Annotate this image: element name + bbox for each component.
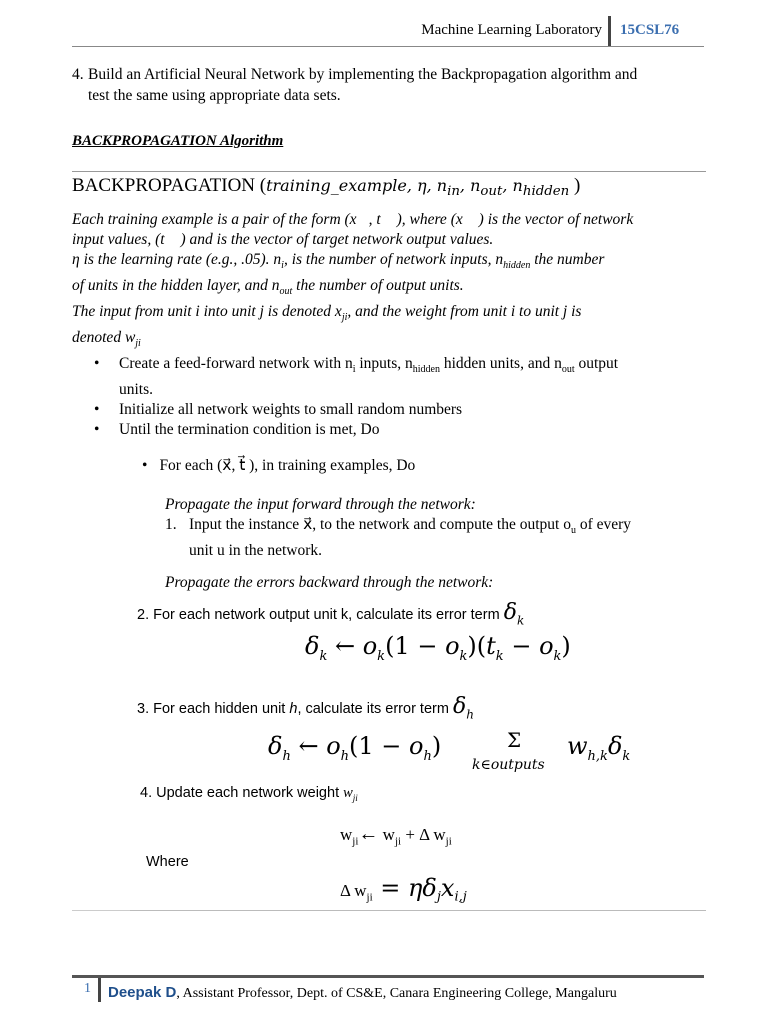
description-line: of units in the hidden layer, and $n_{out}$ the number of output units. <box>72 277 464 298</box>
step-4: 4. Update each network weight $w_{ji}$ <box>140 785 358 803</box>
author-name: Deepak D <box>108 984 177 1001</box>
algorithm-params: training_example, η, $n_{in}$, $n_{out}$, $n_{hidden}$ <box>266 176 570 200</box>
formula-delta-w: Δ $w_{ji} = \eta\delta_jx_{i,j}$ <box>340 874 467 905</box>
delta-h-symbol: $\delta_h$ <box>452 694 474 722</box>
section-title: BACKPROPAGATION Algorithm <box>72 133 284 149</box>
formula-delta-h: $\delta_h$ ← $o_h(1 - o_h)$ <box>268 732 442 764</box>
formula-delta-k: $\delta_k$ ← $o_k(1 - o_k)(t_k - o_k)$ <box>305 632 571 664</box>
step-3: 3. For each hidden unit h, calculate its error term $\delta_h$ <box>137 694 474 722</box>
list-item: • Create a feed-forward network with $n_i$ inputs, $n_{hidden}$ hidden units, and $n_{out}$ output units. <box>94 355 619 399</box>
algorithm-rule <box>72 171 706 172</box>
description-line: Each training example is a pair of the form (x⃗, t⃗ ), where (x⃗ ) is the vector of network <box>72 211 634 228</box>
formula-update: $w_{ji}\leftarrow$ $w_{ji} + \Delta$ $w_{ji}$ <box>340 823 452 848</box>
bullet-list <box>94 354 706 440</box>
algorithm-signature: BACKPROPAGATION (training_example, η, $n_{in}$, $n_{out}$, $n_{hidden}$ ) <box>72 175 581 200</box>
description-line: input values, (t⃗ ) and is the vector of target network output values. <box>72 231 494 248</box>
section-rule <box>72 910 132 911</box>
list-item: • Initialize all network weights to small random numbers <box>94 401 463 419</box>
formula-weight-term: $w_{h,k}\delta_k$ <box>567 732 631 764</box>
footer-separator <box>98 978 101 1002</box>
sum-subscript: k∈outputs <box>472 757 545 773</box>
header-separator <box>608 16 611 46</box>
list-item: • Until the termination condition is met, Do <box>94 421 380 439</box>
bullet-icon: • <box>142 457 148 474</box>
bullet-icon: • <box>94 401 100 419</box>
step-2: 2. For each network output unit k, calculate its error term $\delta_k$ <box>137 600 525 628</box>
page-number: 1 <box>84 981 91 996</box>
footer-credit: Deepak D, Assistant Professor, Dept. of CS&E, Canara Engineering College, Mangaluru <box>108 984 617 1001</box>
algorithm-open-paren: ( <box>255 175 267 196</box>
description-line: The input from unit i into unit j is denoted $x_{ji}$, and the weight from unit i to unit j is <box>72 303 582 324</box>
header-title: Machine Learning Laboratory <box>421 22 602 38</box>
course-code: 15CSL76 <box>620 22 680 38</box>
where-label: Where <box>146 854 189 870</box>
task-number: 4. <box>72 66 84 83</box>
section-rule <box>130 910 706 911</box>
for-each-item: • For each (x⃗, t⃗ ), in training examples, Do <box>142 457 416 474</box>
task-line-2: test the same using appropriate data sets. <box>88 87 341 104</box>
propagate-forward-heading: Propagate the input forward through the network: <box>165 496 476 513</box>
sum-symbol: Σ <box>507 728 522 752</box>
description-paragraph <box>72 210 706 354</box>
propagate-backward-heading: Propagate the errors backward through the network: <box>165 574 494 591</box>
footer-rule <box>72 975 704 978</box>
header-rule <box>72 46 704 47</box>
bullet-icon: • <box>94 421 100 439</box>
step-1: 1. Input the instance x⃗, to the network and compute the output $o_u$ of every unit u in the network. <box>165 516 632 560</box>
bullet-icon: • <box>94 355 100 372</box>
algorithm-name: BACKPROPAGATION <box>72 175 256 196</box>
delta-k-symbol: $\delta_k$ <box>503 600 525 628</box>
task-line-1: Build an Artificial Neural Network by implementing the Backpropagation algorithm and <box>88 66 638 83</box>
task-statement <box>72 64 704 106</box>
description-line: η is the learning rate (e.g., .05). $n_i$, is the number of network inputs, $n_{hidden}$ the number <box>72 251 605 272</box>
description-line: denoted $w_{ji}$ <box>72 329 141 350</box>
